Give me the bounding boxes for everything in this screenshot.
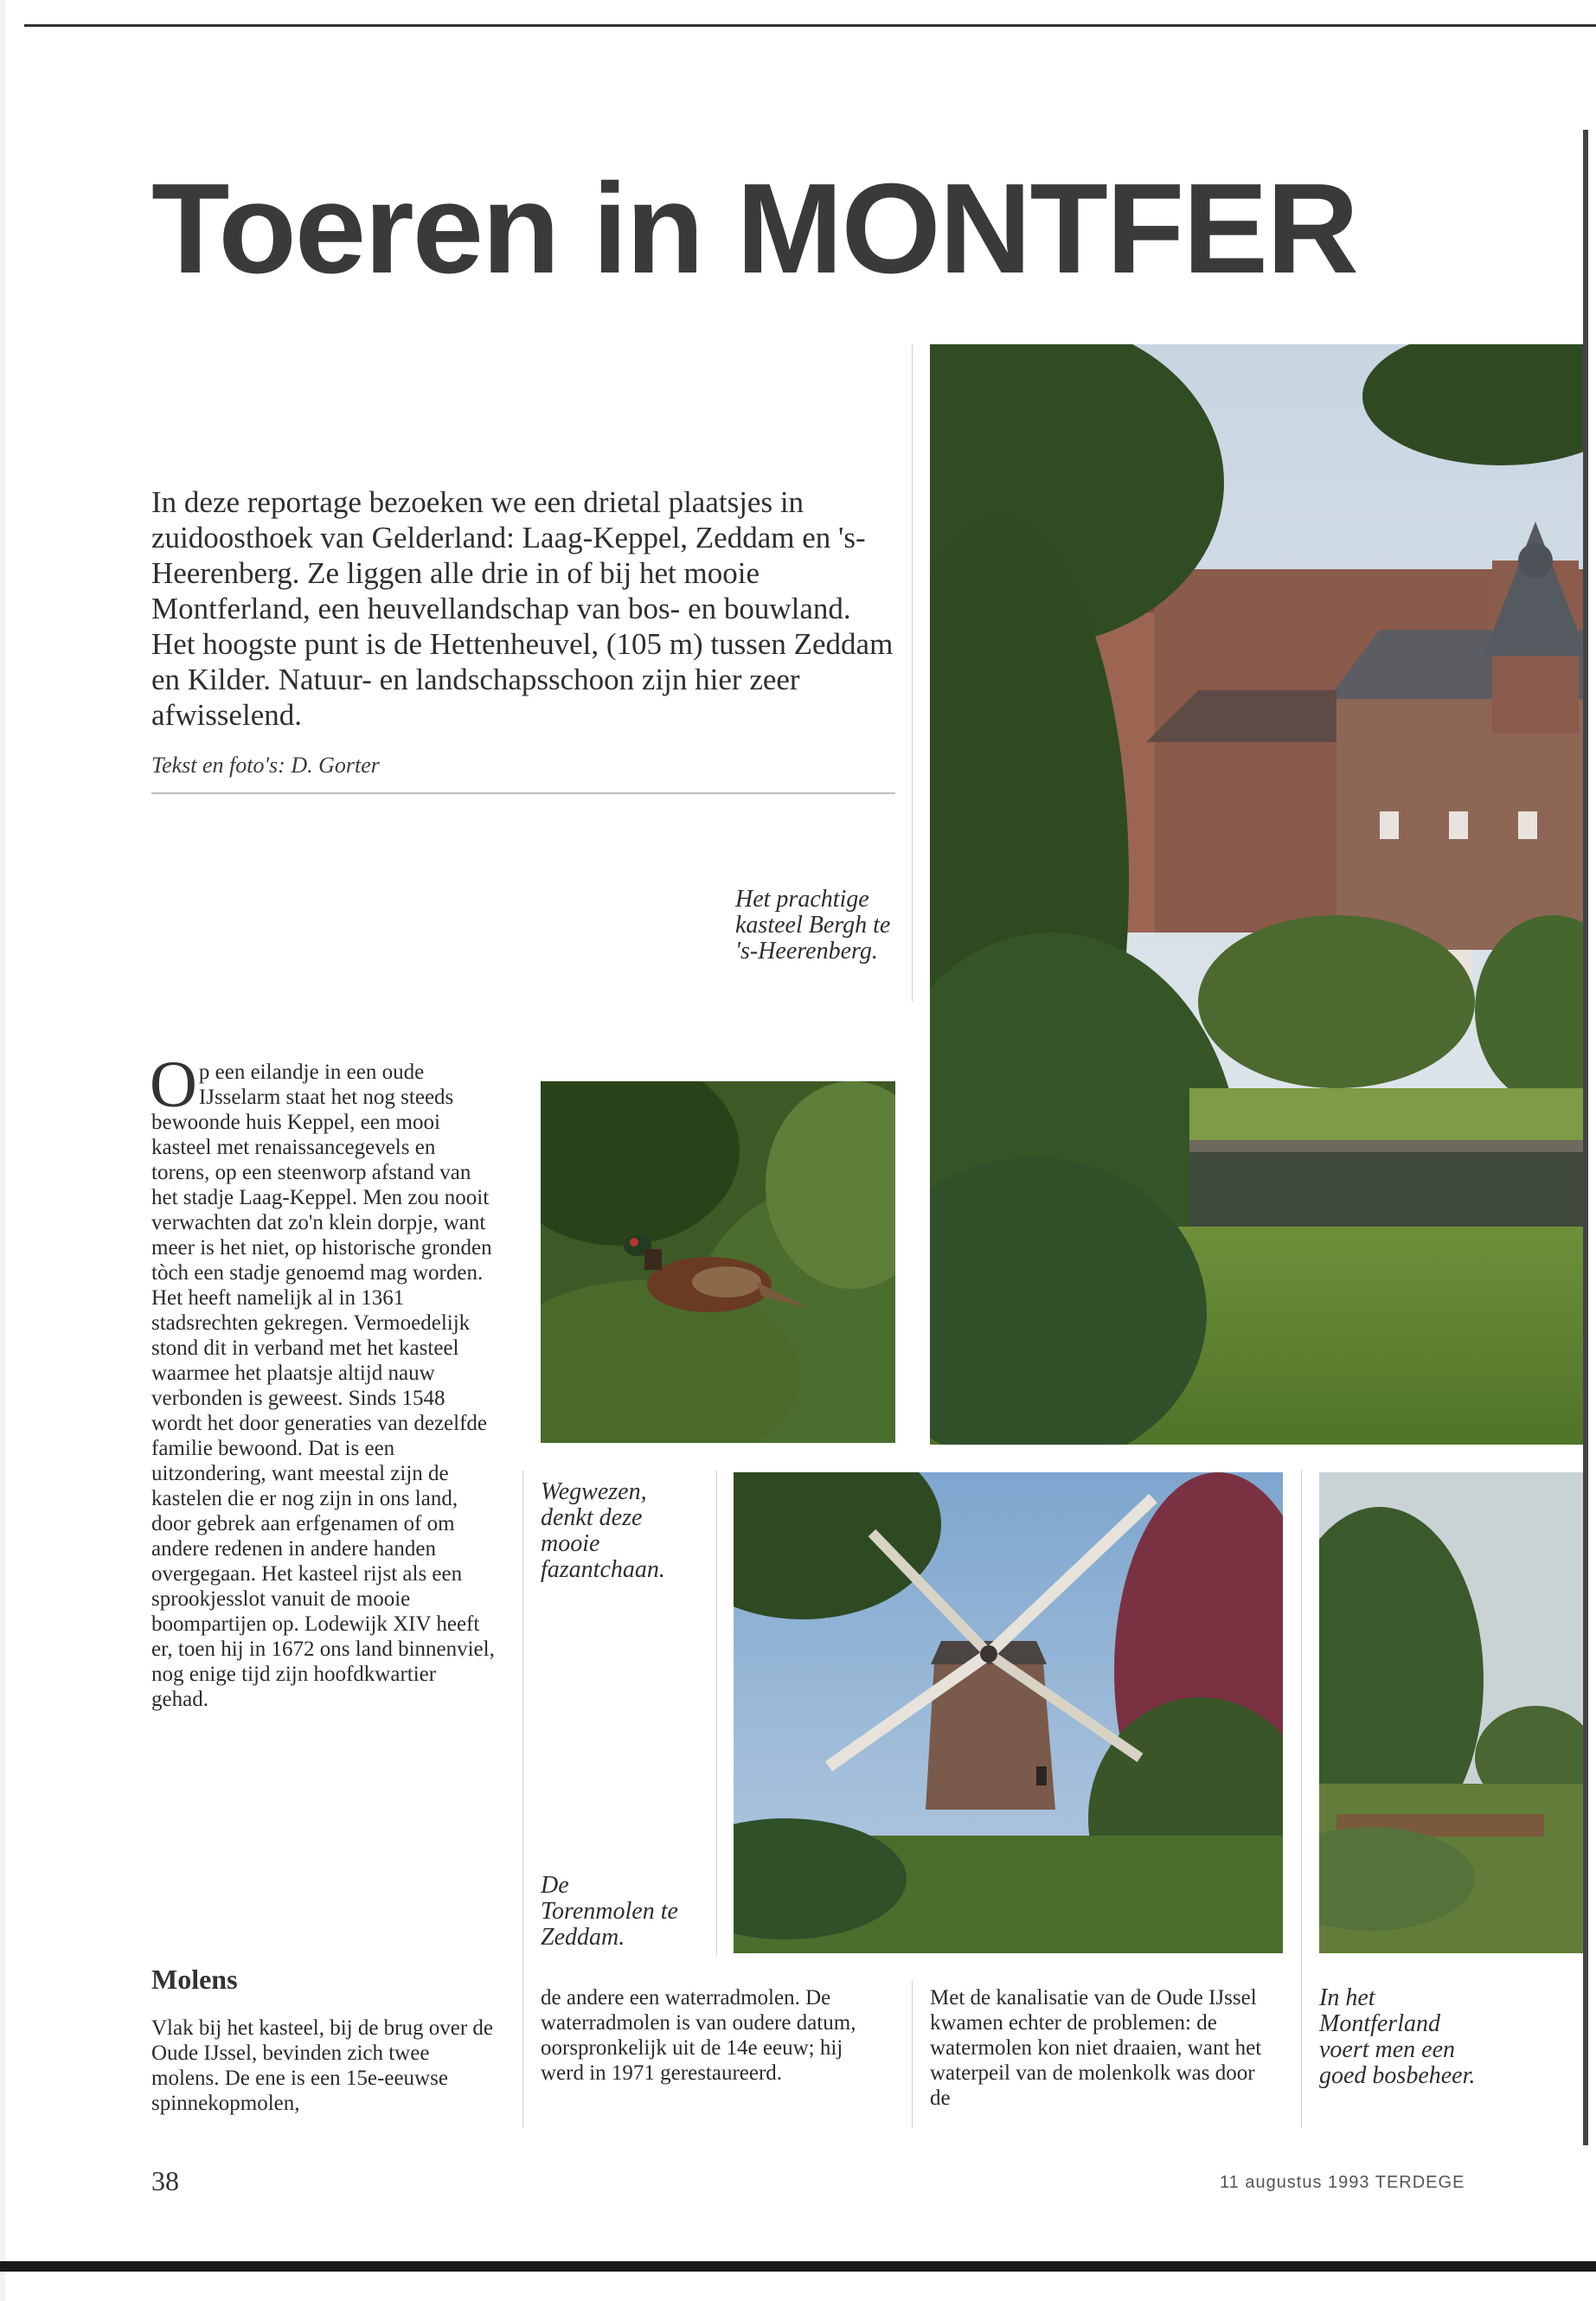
article-paragraph-1: p een eilandje in een oude IJsselarm staat het nog steeds bewoonde huis Keppel, een mooi kasteel met renaissancegevels en torens, op een steenworp afstand van het stadje Laag-Keppel. Men zou nooit verwachten dat zo'n klein dorpje, want meer is het niet, op historische gronden tòch een stadje genoemd mag worden. Het heeft namelijk al in 1361 stadsrechten gekregen. Vermoedelijk stond dit in verband met het kasteel waarmee het plaatsje altijd nauw verbonden is geweest. Sinds 1548 wordt het door generaties van dezelfde familie bewoond. Dat is een uitzondering, want meestal zijn de kastelen die er nog zijn in ons land, door gebrek aan erfgenamen of om andere redenen in andere handen overgegaan. Het kasteel rijst als een sprookjesslot vanuit de mooie boompartijen op. Lodewijk XIV heeft er, toen hij in 1672 ons land binnenviel, nog enige tijd zijn hoofdkwartier gehad. — [151, 1061, 495, 1711]
castle-caption: Het prachtige kasteel Bergh te 's-Heerenberg. — [735, 886, 891, 965]
top-rule — [24, 24, 1596, 27]
article-column-1 — [150, 1048, 497, 1712]
pheasant-photo — [541, 1081, 895, 1443]
page-gutter-edge — [1583, 130, 1588, 2145]
forest-photo — [1319, 1472, 1583, 1953]
column-divider — [716, 1471, 717, 1955]
article-paragraph-2: Vlak bij het kasteel, bij de brug over de Oude IJssel, bevinden zich twee molens. De ene is een 15e-eeuwse spinnekopmolen, — [151, 2016, 494, 2115]
castle-photo — [930, 344, 1583, 1445]
column-divider — [912, 344, 913, 1002]
publication-date: 11 augustus 1993 TERDEGE — [1220, 2173, 1465, 2192]
column-divider — [912, 1981, 913, 2128]
drop-cap: O — [150, 1048, 197, 1121]
windmill-caption: De Torenmolen te Zeddam. — [541, 1872, 678, 1951]
column-divider — [1301, 1471, 1302, 2128]
intro-paragraph: In deze reportage bezoeken we een drietal plaatsjes in zuidoosthoek van Gelderland: Laag-Keppel, Zeddam en 's-Heerenberg. Ze liggen alle drie in of bij het mooie Montferland, een heuvellandschap van bos- en bouwland. Het hoogste punt is de Hettenheuvel, (105 m) tussen Zeddam en Kilder. Natuur- en landschapsschoon zijn hier zeer afwisselend. — [151, 485, 894, 732]
pheasant-caption: Wegwezen, denkt deze mooie fazantchaan. — [541, 1478, 665, 1583]
article-headline: Toeren in MONTFER — [151, 157, 1357, 300]
page-edge — [0, 0, 5, 2301]
article-paragraph-4: Met de kanalisatie van de Oude IJssel kwamen echter de problemen: de watermolen kon niet draaien, want het waterpeil van de molenkolk was door de — [930, 1986, 1262, 2110]
byline: Tekst en foto's: D. Gorter — [151, 753, 380, 778]
bottom-rule — [0, 2261, 1596, 2272]
page-number: 38 — [151, 2165, 179, 2196]
article-paragraph-3: de andere een waterradmolen. De waterradmolen is van oudere datum, oorspronkelijk uit de 14e eeuw; hij werd in 1971 gerestaureerd. — [541, 1986, 856, 2085]
windmill-photo — [734, 1472, 1283, 1953]
section-heading: Molens — [151, 1964, 238, 1995]
column-divider — [522, 1471, 523, 2128]
byline-divider — [151, 792, 895, 794]
forest-caption: In het Montferland voert men een goed bosbeheer. — [1319, 1984, 1476, 2089]
